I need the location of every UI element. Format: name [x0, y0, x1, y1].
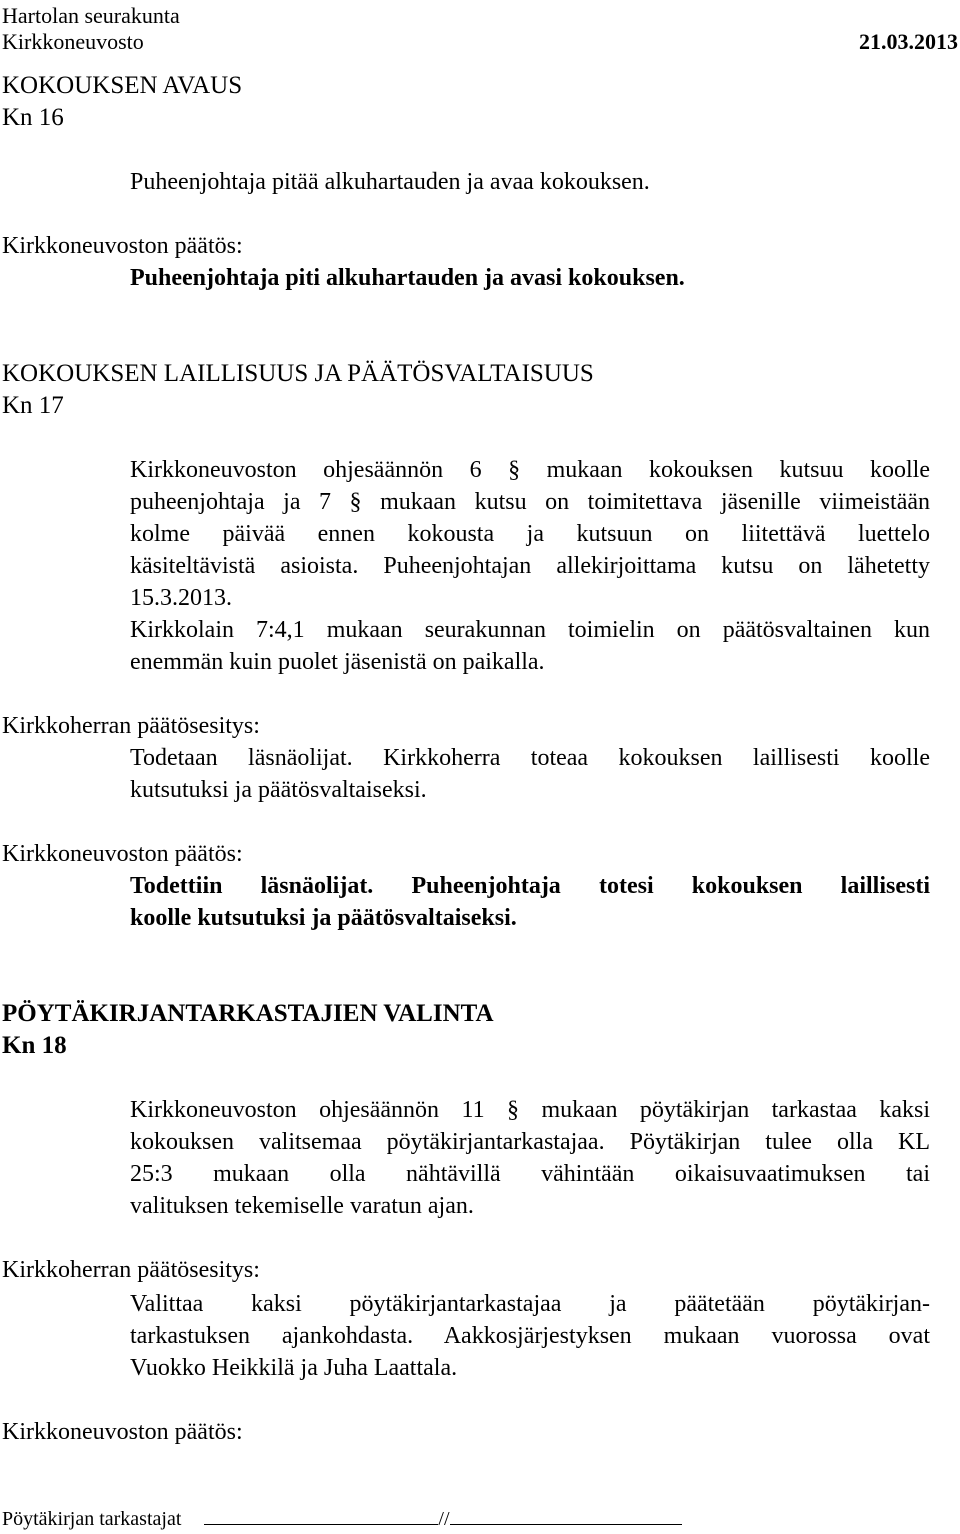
kn17-body-line: puheenjohtaja ja 7 § mukaan kutsu on toimitettava jäsenille viimeistään	[130, 489, 930, 515]
kn18-proposal	[130, 1288, 930, 1384]
kn17-decision-line: koolle kutsutuksi ja päätösvaltaiseksi.	[130, 905, 517, 931]
section-number-kn17: Kn 17	[2, 392, 64, 419]
section-number-kn16: Kn 16	[2, 104, 64, 131]
kn18-proposal-line: Vuokko Heikkilä ja Juha Laattala.	[130, 1355, 458, 1381]
section-title-kn16: KOKOUKSEN AVAUS	[2, 72, 243, 99]
kn18-body-line: kokouksen valitsemaa pöytäkirjantarkastajaa. Pöytäkirjan tulee olla KL	[130, 1129, 930, 1155]
kn17-body-line: kolme päivää ennen kokousta ja kutsuun on liitettävä luettelo	[130, 521, 930, 547]
kn17-decision	[130, 870, 930, 934]
kn18-body	[130, 1094, 930, 1222]
kn17-proposal-label: Kirkkoherran päätösesitys:	[2, 713, 260, 739]
kn18-proposal-label: Kirkkoherran päätösesitys:	[2, 1257, 260, 1283]
kn17-body-line: enemmän kuin puolet jäsenistä on paikalla.	[130, 649, 545, 675]
body-name: Kirkkoneuvosto	[2, 29, 144, 54]
kn18-proposal-line: tarkastuksen ajankohdasta. Aakkosjärjestyksen mukaan vuorossa ovat	[130, 1323, 930, 1349]
signature-line-1	[204, 1504, 438, 1525]
footer-signature-row	[2, 1504, 682, 1533]
footer-separator: //	[438, 1508, 450, 1530]
kn18-proposal-line: Valittaa kaksi pöytäkirjantarkastajaa ja päätetään pöytäkirjan-	[130, 1291, 930, 1317]
kn16-decision: Puheenjohtaja piti alkuhartauden ja avasi kokouksen.	[130, 265, 685, 291]
kn18-body-line: Kirkkoneuvoston ohjesäännön 11 § mukaan pöytäkirjan tarkastaa kaksi	[130, 1097, 930, 1123]
kn16-intro: Puheenjohtaja pitää alkuhartauden ja avaa kokouksen.	[130, 169, 650, 195]
section-title-kn17: KOKOUKSEN LAILLISUUS JA PÄÄTÖSVALTAISUUS	[2, 360, 594, 387]
kn17-proposal-line: kutsutuksi ja päätösvaltaiseksi.	[130, 777, 427, 803]
kn16-decision-label: Kirkkoneuvoston päätös:	[2, 233, 243, 259]
organization-name: Hartolan seurakunta	[2, 3, 180, 28]
kn17-body-line: käsiteltävistä asioista. Puheenjohtajan allekirjoittama kutsu on lähetetty	[130, 553, 930, 579]
kn17-body-line: 15.3.2013.	[130, 585, 232, 611]
kn18-body-line: 25:3 mukaan olla nähtävillä vähintään oikaisuvaatimuksen tai	[130, 1161, 930, 1187]
kn17-proposal	[130, 742, 930, 806]
meeting-date: 21.03.2013	[859, 29, 958, 54]
kn17-proposal-line: Todetaan läsnäolijat. Kirkkoherra toteaa kokouksen laillisesti koolle	[130, 745, 930, 771]
kn17-decision-line: Todettiin läsnäolijat. Puheenjohtaja totesi kokouksen laillisesti	[130, 873, 930, 899]
kn17-body	[130, 454, 930, 678]
kn18-body-line: valituksen tekemiselle varatun ajan.	[130, 1193, 474, 1219]
kn17-body-line: Kirkkolain 7:4,1 mukaan seurakunnan toimielin on päätösvaltainen kun	[130, 617, 930, 643]
kn18-decision-label: Kirkkoneuvoston päätös:	[2, 1419, 243, 1445]
section-number-kn18: Kn 18	[2, 1032, 67, 1059]
section-title-kn18: PÖYTÄKIRJANTARKASTAJIEN VALINTA	[2, 1000, 494, 1027]
kn17-body-line: Kirkkoneuvoston ohjesäännön 6 § mukaan kokouksen kutsuu koolle	[130, 457, 930, 483]
kn17-decision-label: Kirkkoneuvoston päätös:	[2, 841, 243, 867]
footer-label: Pöytäkirjan tarkastajat	[2, 1508, 182, 1530]
signature-line-2	[450, 1504, 682, 1525]
